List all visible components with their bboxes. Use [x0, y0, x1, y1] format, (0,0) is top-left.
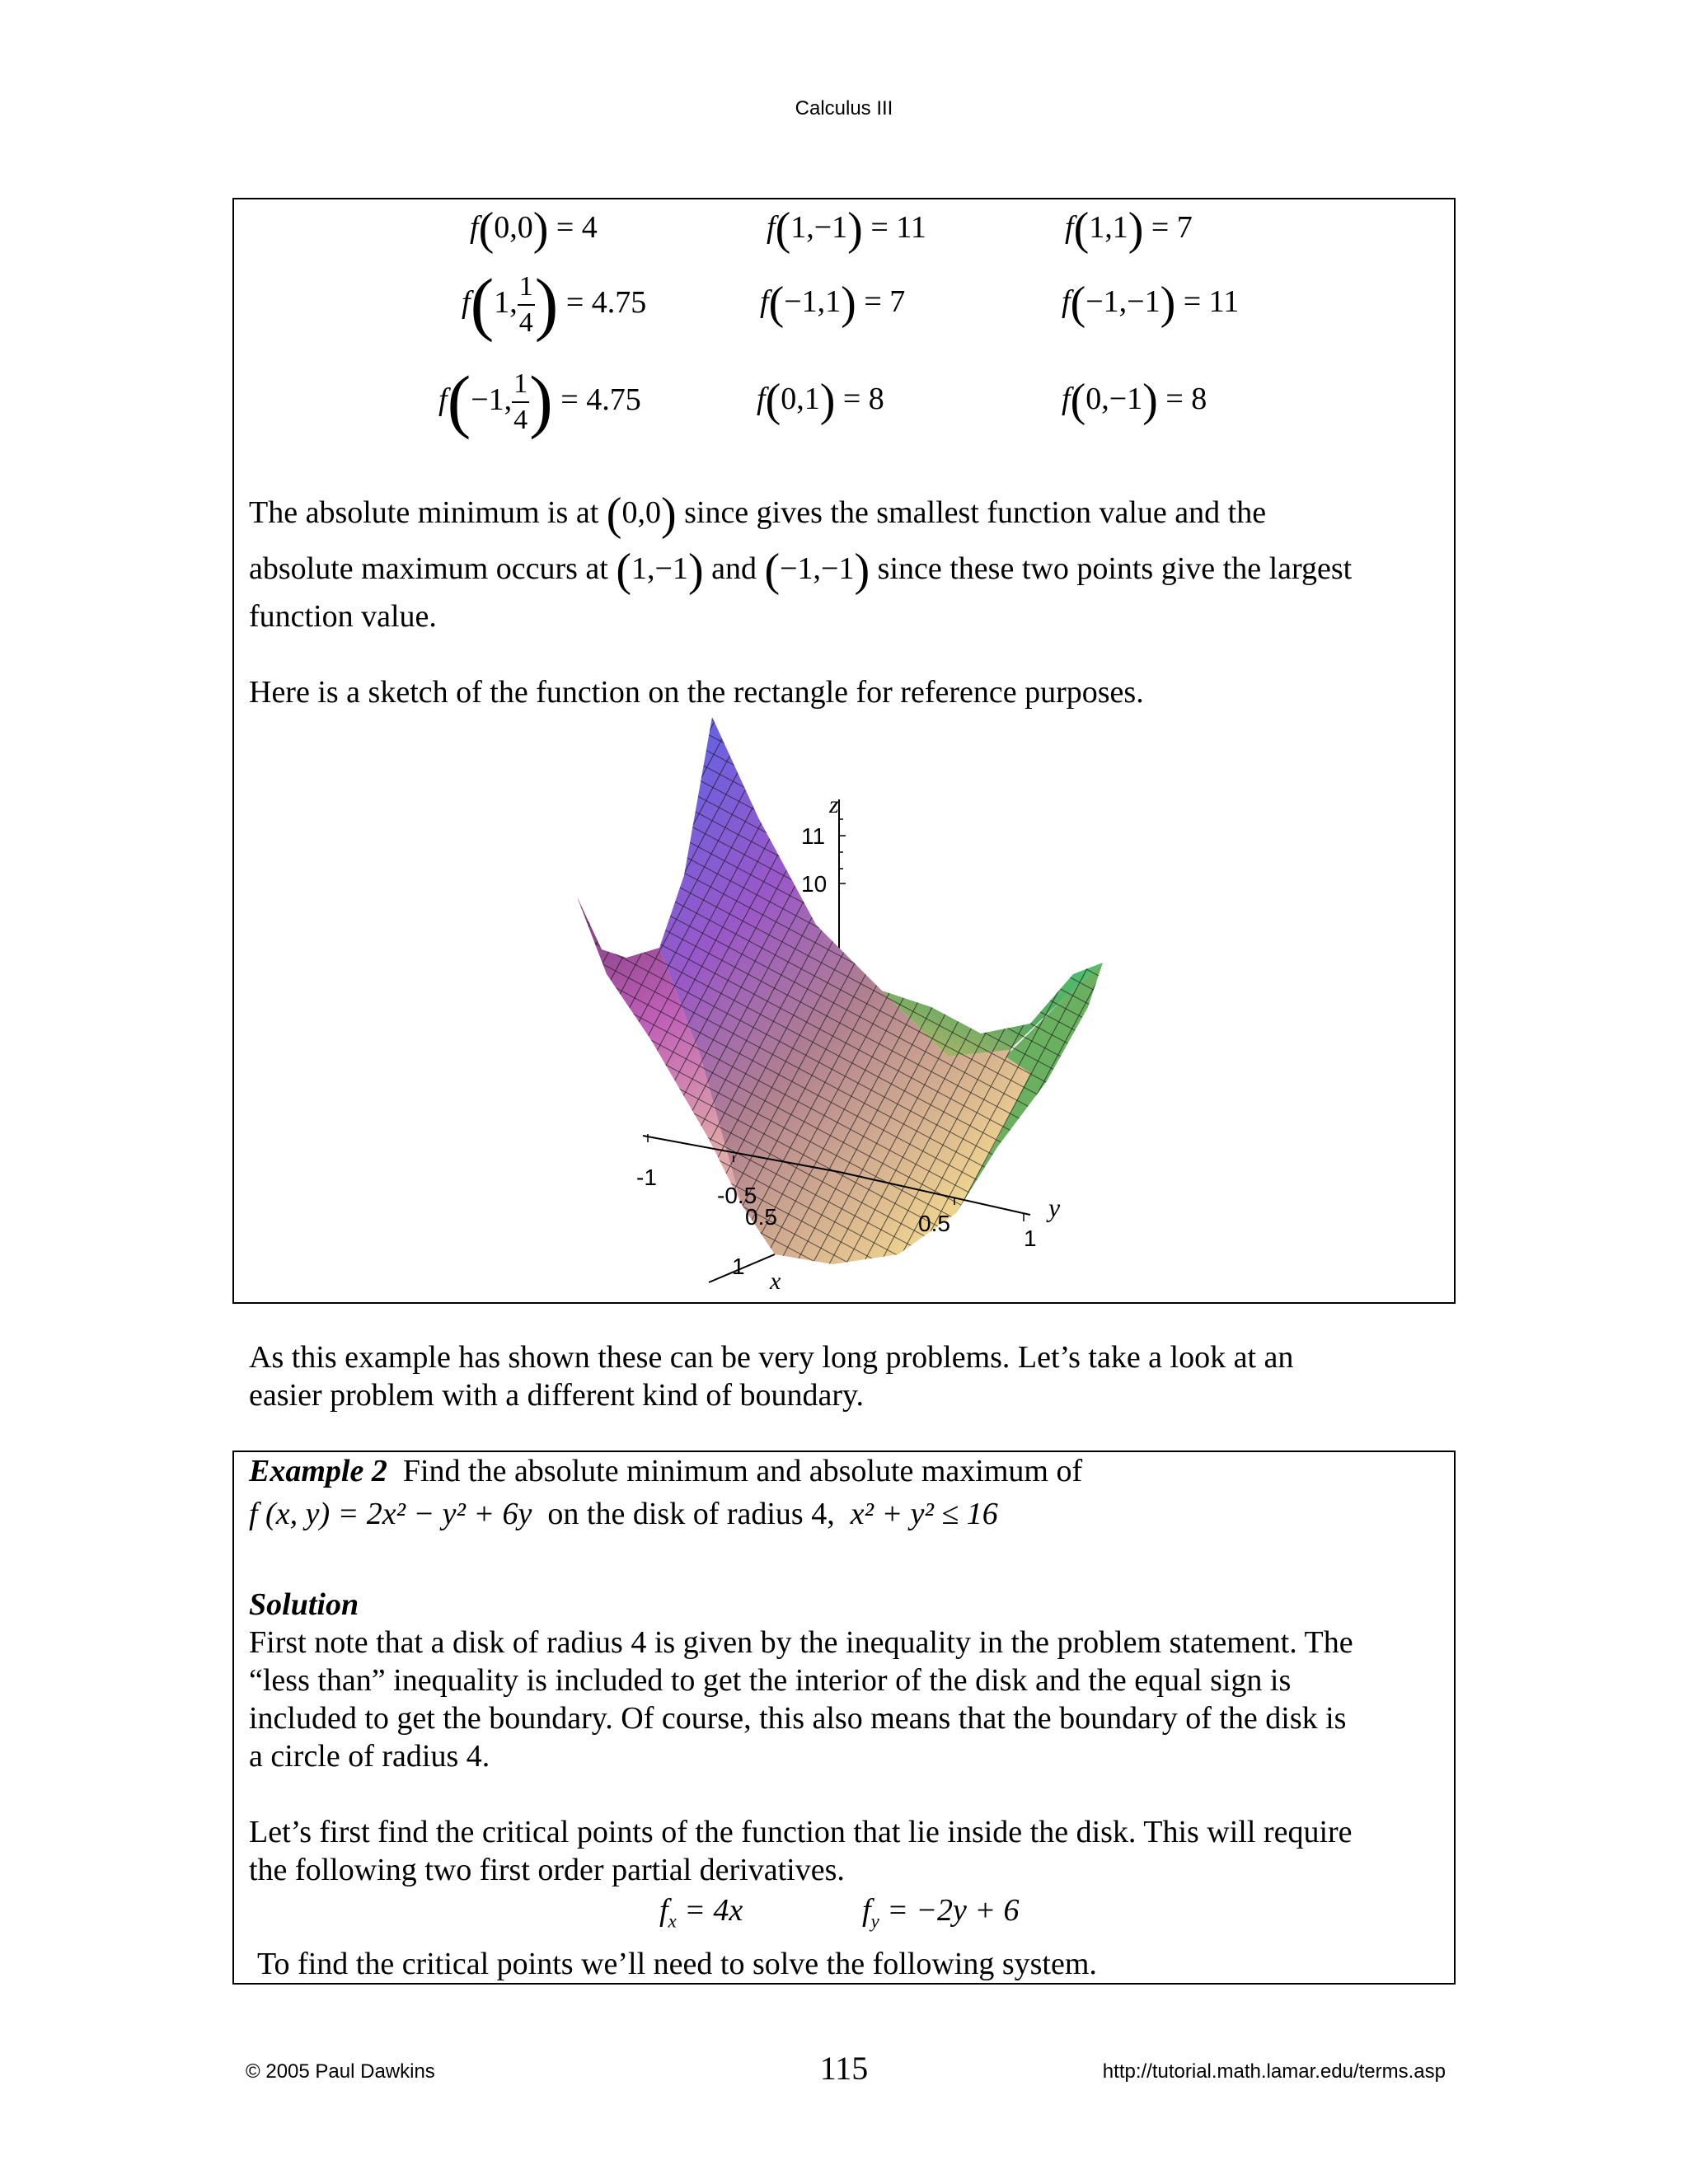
- example-2-inequality: x² + y² ≤ 16: [850, 1497, 998, 1531]
- footer-url[interactable]: http://tutorial.math.lamar.edu/terms.asp: [1102, 2060, 1446, 2083]
- x-tick-1: 1: [732, 1254, 745, 1279]
- z-tick-11: 11: [801, 823, 826, 849]
- sketch-intro: Here is a sketch of the function on the rectangle for reference purposes.: [249, 675, 1144, 710]
- y-tick-0-5: 0.5: [918, 1211, 950, 1236]
- example-2-statement: Example 2 Find the absolute minimum and absolute maximum of f (x, y) = 2x² − y² + 6y on the disk of radius 4, x² + y² ≤ 16: [249, 1454, 1083, 1531]
- footer-copyright: © 2005 Paul Dawkins: [246, 2060, 435, 2083]
- y-tick-1: 1: [1024, 1226, 1037, 1251]
- transition-paragraph: As this example has shown these can be very long problems. Let’s take a look at an easier problem with a different kind of boundary.: [249, 1340, 1294, 1413]
- solution-label: Solution: [249, 1587, 359, 1622]
- x-tick-m0-5: -0.5: [717, 1183, 757, 1208]
- z-tick-10: 10: [801, 871, 828, 897]
- value-f-m1-1: f(−1,1) = 7: [760, 278, 906, 329]
- value-f-m1-m1: f(−1,−1) = 11: [1062, 278, 1240, 329]
- value-f-1-quarter: f(1, $\frac{1}{4}$ ) = 4.75: [462, 264, 647, 343]
- partial-derivative-fy: $f_y = -2y + 6$: [862, 1893, 1020, 1932]
- solution-text: Solution First note that a disk of radius 4 is given by the inequality in the problem statement. The “less than” inequality is included to get the interior of the disk and the equal sign is included to get the boundary. Of course, this also means that the boundary of the disk is a circle of radius 4. Let’s first find the critical points of the function that lie inside the disk. This will require the following two first order partial derivatives.: [249, 1587, 1353, 1887]
- x-tick-m1: -1: [636, 1165, 657, 1190]
- page-number: 115: [819, 2050, 869, 2087]
- value-f-1-1: f(1,1) = 7: [1065, 204, 1193, 255]
- absolute-extrema-paragraph: The absolute minimum is at (0,0) since gives the smallest function value and the absolute maximum occurs at (1,−1) and (−1,−1) since these two points give the largest function value.: [249, 489, 1353, 634]
- value-f-0-1: f(0,1) = 8: [757, 375, 884, 426]
- example-2-label: Example 2: [249, 1454, 387, 1488]
- critical-points-sentence: To find the critical points we’ll need to solve the following system.: [257, 1947, 1097, 1981]
- value-f-m1-quarter: f(−1, $\frac{1}{4}$ ) = 4.75: [438, 361, 641, 440]
- surface-plot: [569, 710, 1129, 1294]
- x-axis-label: x: [770, 1268, 781, 1294]
- value-f-0-m1: f(0,−1) = 8: [1062, 375, 1207, 426]
- y-axis-label: y: [1048, 1193, 1061, 1222]
- partial-derivative-fx: $f_x = 4x$: [659, 1893, 743, 1932]
- page-header: Calculus III: [795, 97, 893, 120]
- z-axis-label: z: [829, 791, 839, 818]
- value-f-1-m1: f(1,−1) = 11: [767, 204, 926, 255]
- value-f-0-0: f(0,0) = 4: [470, 204, 598, 255]
- example-2-function: f (x, y) = 2x² − y² + 6y: [249, 1497, 532, 1531]
- x-tick-0-5: 0.5: [745, 1204, 777, 1230]
